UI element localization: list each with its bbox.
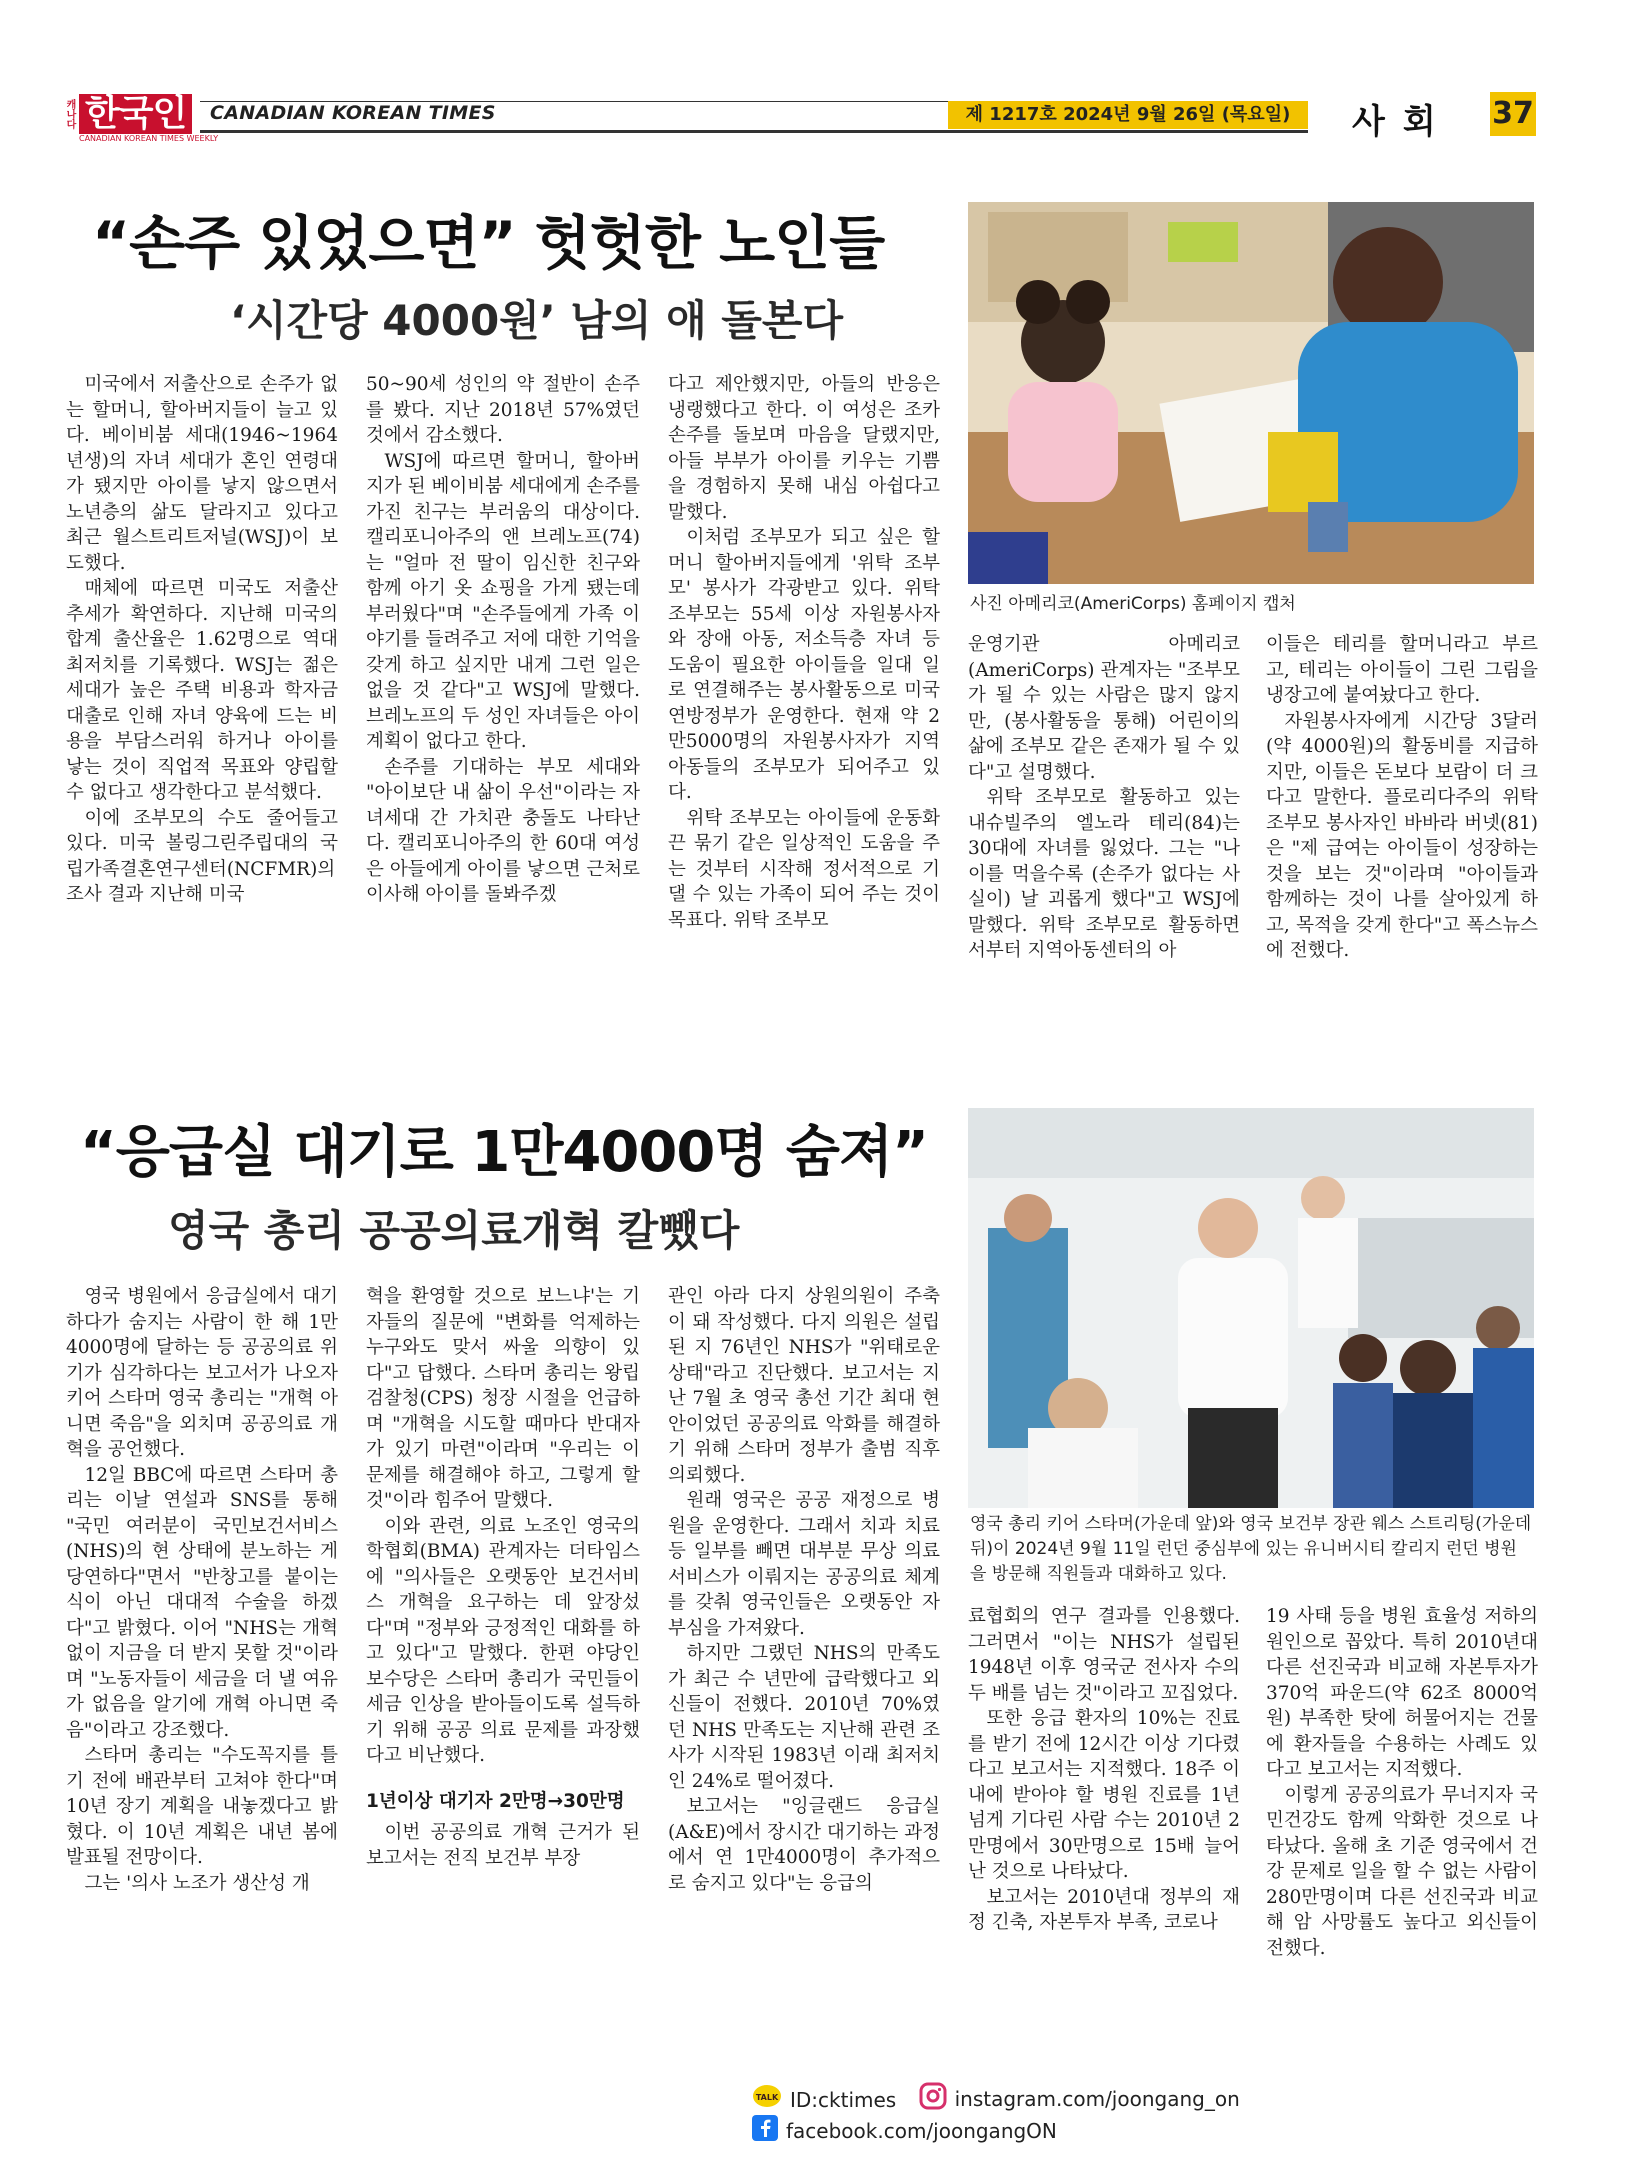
facebook-icon [752,2115,778,2146]
logo-side-text: 캐나다 [64,99,75,129]
article1-column-3 [668,372,940,933]
section-title: 사회 [1352,102,1454,142]
kakao-talk-icon [752,2084,782,2115]
paragraph: 그는 '의사 노조가 생산성 개 [84,1872,310,1894]
instagram-icon [919,2082,947,2115]
facebook-handle: facebook.com/joongangON [786,2118,1057,2143]
paper-name: CANADIAN KOREAN TIMES [210,102,496,124]
article2-column-1 [66,1284,338,1896]
logo-subtext: CANADIAN KOREAN TIMES WEEKLY [79,134,219,143]
paragraph: 관인 아라 다지 상원의원이 주축이 돼 작성했다. 다지 의원은 설립된 지 76년인 NHS가 "위태로운 상태"라고 진단했다. 보고서는 지난 7월 초 영국 총선 기간 최대 현안이었던 공공의료 악화를 해결하기 위해 스타머 정부가 출범 직후 의뢰했다. [668,1286,940,1486]
article1-column-2 [366,372,640,908]
logo-text: 한국인 [79,94,192,134]
paragraph: 이렇게 공공의료가 무너지자 국민건강도 함께 악화한 것으로 나타났다. 올해 초 기준 영국에서 건강 문제로 일을 할 수 없는 사람이 280만명이며 다른 선진국과 비교해 암 사망률도 높다고 외신들이 전했다. [1266,1784,1538,1959]
article2-subheadline: 영국 총리 공공의료개혁 칼뺐다 [168,1206,740,1255]
article2-column-2 [366,1284,640,1871]
kakao-badge-text: TALK [755,2093,779,2102]
paragraph: 위탁 조부모는 아이들에 운동화 끈 묶기 같은 일상적인 도움을 주는 것부터 시작해 정서적으로 기댈 수 있는 가족이 되어 주는 것이 목표다. 위탁 조부모 [668,807,940,931]
paragraph: 50~90세 성인의 약 절반이 손주를 봤다. 지난 2018년 57%였던 것에서 감소했다. [366,374,640,446]
page-number: 37 [1490,92,1536,136]
article1-subheadline: ‘시간당 4000원’ 남의 애 돌본다 [230,296,844,345]
article1-column-1 [66,372,338,908]
paragraph: 하지만 그랬던 NHS의 만족도가 최근 수 년만에 급락했다고 외신들이 전했다. 2010년 70%였던 NHS 만족도는 지난해 관련 조사가 시작된 1983년 이래 최저치인 24%로 떨어졌다. [668,1643,940,1792]
kakao-link[interactable] [752,2084,896,2115]
paragraph: 영국 병원에서 응급실에서 대기하다가 숨지는 사람이 한 해 1만4000명에 달하는 등 공공의료 위기가 심각하다는 보고서가 나오자 키어 스타머 영국 총리는 "개혁 아니면 죽음"을 외치며 공공의료 개혁을 공언했다. [66,1286,338,1460]
article2-column-3 [668,1284,940,1896]
paragraph: 손주를 기대하는 부모 세대와 "아이보단 내 삶이 우선"이라는 자녀세대 간 가치관 충돌도 나타난다. 캘리포니아주의 한 60대 여성은 아들에게 아이를 낳으면 근처로 이사해 아이를 돌봐주겠 [366,756,640,905]
paragraph: 19 사태 등을 병원 효율성 저하의 원인으로 꼽았다. 특히 2010년대 다른 선진국과 비교해 자본투자가 370억 파운드(약 62조 8000억원) 부족한 탓에 허물어지는 건물에 환자들을 수용하는 사례도 있다고 보고서는 지적했다. [1266,1606,1538,1780]
paragraph: 자원봉사자에게 시간당 3달러(약 4000원)의 활동비를 지급하지만, 이들은 돈보다 보람이 더 크다고 말한다. 플로리다주의 위탁 조부모 봉사자인 바바라 버넷(81)은 "제 급여는 아이들이 성장하는 것을 보는 것"이라며 "아이들과 함께하는 것이 나를 살아있게 하고, 목적을 갖게 한다"고 폭스뉴스에 전했다. [1266,710,1538,961]
paragraph: 이처럼 조부모가 되고 싶은 할머니 할아버지들에게 '위탁 조부모' 봉사가 각광받고 있다. 위탁 조부모는 55세 이상 자원봉사자와 장애 아동, 저소득층 자녀 등 도움이 필요한 아이들을 일대 일로 연결해주는 봉사활동으로 미국 연방정부가 운영한다. 현재 약 2만5000명의 자원봉사자가 지역 아동들의 조부모가 되어주고 있다. [668,527,940,803]
paragraph: 보고서는 "잉글랜드 응급실(A&E)에서 장시간 대기하는 과정에서 연 1만4000명이 추가적으로 숨지고 있다"는 응급의 [668,1796,940,1894]
article1-photo [968,202,1534,584]
paragraph: 이에 조부모의 수도 줄어들고 있다. 미국 볼링그린주립대의 국립가족결혼연구센터(NCFMR)의 조사 결과 지난해 미국 [66,807,338,905]
article2-photo-caption: 영국 총리 키어 스타머(가운데 앞)와 영국 보건부 장관 웨스 스트리팅(가운데 뒤)이 2024년 9월 11일 런던 중심부에 있는 유니버시티 칼리지 런던 병원을 방문해 직원들과 대화하고 있다. [970,1514,1532,1584]
facebook-link[interactable] [752,2115,1057,2146]
instagram-handle: instagram.com/joongang_on [954,2086,1240,2111]
paragraph: WSJ에 따르면 할머니, 할아버지가 된 베이비붐 세대에게 손주를 가진 친구는 부러움의 대상이다. 캘리포니아주의 앤 브레노프(74)는 "얼마 전 딸이 임신한 친구와 함께 아기 옷 쇼핑을 가게 됐는데 부러웠다"며 "손주들에게 가족 이야기를 들려주고 저에 대한 기억을 갖게 하고 싶지만 내게 그런 일은 없을 것 같다"고 WSJ에 말했다. 브레노프의 두 성인 자녀들은 아이 계획이 없다고 한다. [366,450,640,752]
issue-date: 제 1217호 2024년 9월 26일 (목요일) [948,101,1308,129]
paragraph: 또한 응급 환자의 10%는 진료를 받기 전에 12시간 이상 기다렸다고 보고서는 지적했다. 18주 이내에 받아야 할 병원 진료를 1년 넘게 기다린 사람 수는 2010년 2만명에서 30만명으로 15배 늘어난 것으로 나타났다. [968,1708,1240,1882]
logo [62,92,219,143]
paragraph: 미국에서 저출산으로 손주가 없는 할머니, 할아버지들이 늘고 있다. 베이비붐 세대(1946~1964년생)의 자녀 세대가 혼인 연령대가 됐지만 아이를 낳지 않으면서 노년층의 삶도 달라지고 있다고 최근 월스트리트저널(WSJ)이 보도했다. [66,374,338,574]
paragraph: 혁을 환영할 것으로 보느냐'는 기자들의 질문에 "변화를 억제하는 누구와도 맞서 싸울 의향이 있다"고 답했다. 스타머 총리는 왕립검찰청(CPS) 청장 시절을 언급하며 "개혁을 시도할 때마다 반대자가 있기 마련"이라며 "우리는 이 문제를 해결해야 하고, 그렇게 할 것"이라 힘주어 말했다. [366,1286,640,1511]
paragraph: 다고 제안했지만, 아들의 반응은 냉랭했다고 한다. 이 여성은 조카 손주를 돌보며 마음을 달랬지만, 아들 부부가 아이를 키우는 기쁨을 경험하지 못해 내심 아쉽다고 말했다. [668,374,940,523]
classroom-photo-image [968,202,1534,584]
paragraph: 료협회의 연구 결과를 인용했다. 그러면서 "이는 NHS가 설립된 1948년 이후 영국군 전사자 수의 두 배를 넘는 것"이라고 꼬집었다. [968,1606,1240,1704]
paragraph: 매체에 따르면 미국도 저출산 추세가 확연하다. 지난해 미국의 합계 출산율은 1.62명으로 역대 최저치를 기록했다. WSJ는 젊은 세대가 높은 주택 비용과 학자금 대출로 인해 자녀 양육에 드는 비용을 부담스러워 하거나 아이를 낳는 것이 직업적 목표와 양립할 수 없다고 생각한다고 분석했다. [66,578,338,803]
subheading: 1년이상 대기자 2만명→30만명 [366,1790,625,1812]
paragraph: 운영기관 아메리코(AmeriCorps) 관계자는 "조부모가 될 수 있는 사람은 많지 않지만, (봉사활동을 통해) 어린이의 삶에 조부모 같은 존재가 될 수 있다"고 설명했다. [968,634,1240,783]
paragraph: 이와 관련, 의료 노조인 영국의학협회(BMA) 관계자는 더타임스에 "의사들은 오랫동안 보건서비스 개혁을 요구하는 데 앞장섰다"며 "정부와 긍정적인 대화를 하고 있다"고 말했다. 한편 야당인 보수당은 스타머 총리가 국민들이 세금 인상을 받아들이도록 설득하기 위해 공공 의료 문제를 과장했다고 비난했다. [366,1515,640,1766]
footer [752,2082,1562,2143]
kakao-id: ID:cktimes [790,2087,897,2112]
article2-column-5 [1266,1604,1538,1961]
paragraph: 위탁 조부모로 활동하고 있는 내슈빌주의 엘노라 테리(84)는 30대에 자녀를 잃었다. 그는 "나이를 먹을수록 (손주가 없다는 사실이) 날 괴롭게 했다"고 WSJ에 말했다. 위탁 조부모로 활동하면서부터 지역아동센터의 아 [968,787,1240,961]
article2-column-4 [968,1604,1240,1936]
hospital-photo-image [968,1108,1534,1508]
article1-headline: “손주 있었으면” 헛헛한 노인들 [92,209,885,277]
instagram-link[interactable] [919,2082,1240,2115]
article1-column-4 [968,632,1240,964]
paragraph: 원래 영국은 공공 재정으로 병원을 운영한다. 그래서 치과 치료 등 일부를 빼면 대부분 무상 의료 서비스가 이뤄지는 공공의료 체계를 갖춰 영국인들은 오랫동안 자부심을 가져왔다. [668,1490,940,1639]
paragraph: 이번 공공의료 개혁 근거가 된 보고서는 전직 보건부 부장 [366,1822,640,1869]
paragraph: 보고서는 2010년대 정부의 재정 긴축, 자본투자 부족, 코로나 [968,1886,1240,1933]
article2-headline: “응급실 대기로 1만4000명 숨져” [80,1120,928,1185]
article2-photo [968,1108,1534,1508]
article1-photo-caption: 사진 아메리코(AmeriCorps) 홈페이지 캡처 [970,594,1296,614]
paragraph: 12일 BBC에 따르면 스타머 총리는 이날 연설과 SNS를 통해 "국민 여러분이 국민보건서비스(NHS)의 현 상태에 분노하는 게 당연하다"면서 "반창고를 붙이는 식이 아닌 대대적 수술을 하겠다"고 밝혔다. 이어 "NHS는 개혁 없이 지금을 더 받지 못할 것"이라며 "노동자들이 세금을 더 낼 여유가 없음을 알기에 개혁 아니면 죽음"이라고 강조했다. [66,1464,338,1741]
article1-column-5 [1266,632,1538,964]
paragraph: 스타머 총리는 "수도꼭지를 틀기 전에 배관부터 고쳐야 한다"며 10년 장기 계획을 내놓겠다고 밝혔다. 이 10년 계획은 내년 봄에 발표될 전망이다. [66,1745,338,1868]
paragraph: 이들은 테리를 할머니라고 부르고, 테리는 아이들이 그린 그림을 냉장고에 붙여놨다고 한다. [1266,634,1538,706]
